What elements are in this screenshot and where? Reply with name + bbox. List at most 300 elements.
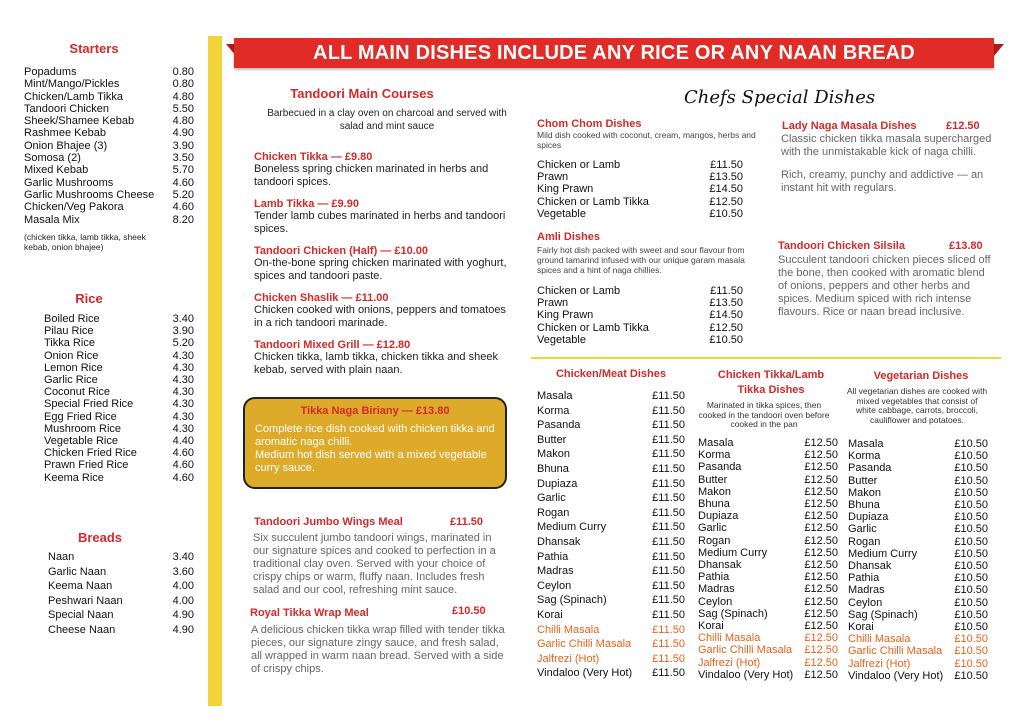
item-name: Chilli Masala bbox=[537, 623, 600, 636]
item-price: £10.50 bbox=[954, 511, 988, 524]
item-price: £10.50 bbox=[954, 474, 988, 487]
item-name: Medium Curry bbox=[537, 521, 607, 534]
item-name: Pasanda bbox=[848, 462, 892, 475]
curry-row bbox=[537, 593, 685, 608]
item-name: Garlic bbox=[848, 523, 877, 536]
item-name: Chicken or Lamb bbox=[537, 285, 621, 297]
item-price: £12.50 bbox=[709, 195, 743, 208]
item-name: Korma bbox=[537, 404, 570, 417]
item-price: £11.50 bbox=[710, 285, 743, 297]
item-name: Garlic Mushrooms bbox=[24, 176, 114, 189]
item-name: Prawn bbox=[537, 171, 569, 184]
curry-row bbox=[698, 474, 838, 486]
veg-list bbox=[848, 438, 988, 682]
silsila-name: Tandoori Chicken Silsila bbox=[778, 240, 905, 252]
item-price: 4.30 bbox=[172, 361, 194, 374]
curry-row bbox=[848, 609, 988, 621]
curry-row bbox=[537, 404, 685, 419]
rice-row bbox=[44, 398, 194, 410]
item-name: Makon bbox=[848, 486, 882, 499]
starter-row bbox=[24, 127, 194, 139]
item-price: £11.50 bbox=[652, 550, 685, 563]
item-name: Vindaloo (Very Hot) bbox=[848, 669, 944, 682]
dish-desc: Boneless spring chicken marinated in herbs and tandoori spices. bbox=[254, 163, 489, 188]
item-name: Ceylon bbox=[537, 579, 572, 592]
item-price: £11.50 bbox=[652, 419, 685, 432]
item-price: 4.30 bbox=[172, 374, 194, 387]
item-price: £14.50 bbox=[709, 309, 743, 322]
item-price: 5.20 bbox=[172, 337, 194, 350]
biriany-desc-2: Medium hot dish served with a mixed vegetable curry sauce. bbox=[255, 449, 487, 474]
curry-row bbox=[698, 608, 838, 620]
chomchom-name: Chom Chom Dishes bbox=[537, 118, 642, 130]
tandoori-dish bbox=[254, 292, 510, 330]
item-price: £11.50 bbox=[652, 608, 685, 621]
tikkalamb-title-2: Tikka Dishes bbox=[737, 384, 805, 396]
item-price: £12.50 bbox=[804, 534, 838, 547]
chickenmeat-title: Chicken/Meat Dishes bbox=[555, 368, 667, 380]
item-name: Lemon Rice bbox=[44, 361, 103, 374]
item-name: Jalfrezi (Hot) bbox=[698, 656, 761, 669]
item-price: 5.20 bbox=[172, 188, 194, 201]
item-price: £13.50 bbox=[709, 171, 743, 184]
item-price: £10.50 bbox=[954, 547, 988, 560]
item-name: Special Naan bbox=[48, 609, 114, 621]
item-price: 3.90 bbox=[172, 139, 194, 152]
rice-row bbox=[44, 313, 194, 325]
curry-row bbox=[848, 621, 988, 633]
item-price: 0.80 bbox=[172, 66, 194, 78]
item-price: £11.50 bbox=[652, 667, 685, 680]
item-name: Chicken/Veg Pakora bbox=[24, 201, 124, 214]
item-name: Rashmee Kebab bbox=[24, 127, 106, 140]
item-name: Vindaloo (Very Hot) bbox=[698, 668, 794, 681]
starters-list bbox=[24, 66, 194, 226]
curry-row bbox=[698, 620, 838, 632]
item-name: Medium Curry bbox=[848, 547, 918, 560]
item-price: £12.50 bbox=[804, 668, 838, 681]
item-name: King Prawn bbox=[537, 183, 594, 196]
item-price: 4.30 bbox=[172, 386, 194, 399]
dish-desc: Chicken tikka, lamb tikka, chicken tikka and sheek kebab, served with plain naan. bbox=[254, 351, 498, 376]
item-name: Garlic Mushrooms Cheese bbox=[24, 188, 155, 201]
item-name: Pathia bbox=[698, 571, 730, 584]
item-price: 4.60 bbox=[172, 447, 194, 460]
item-price: £12.50 bbox=[804, 656, 838, 669]
chomchom-list bbox=[537, 159, 743, 220]
starter-row bbox=[24, 66, 194, 78]
curry-row bbox=[537, 389, 685, 404]
curry-row bbox=[698, 571, 838, 583]
item-name: Masala bbox=[698, 437, 734, 449]
item-price: £10.50 bbox=[954, 535, 988, 548]
item-name: Madras bbox=[537, 565, 574, 578]
item-price: 4.60 bbox=[172, 176, 194, 189]
item-name: Prawn bbox=[537, 297, 569, 310]
item-name: Keema Naan bbox=[48, 580, 113, 592]
item-price: 3.40 bbox=[172, 551, 194, 563]
rice-row bbox=[44, 350, 194, 362]
item-name: Vegetable bbox=[537, 333, 586, 346]
item-price: £10.50 bbox=[954, 560, 988, 573]
item-price: £10.50 bbox=[954, 657, 988, 670]
curry-row bbox=[537, 433, 685, 448]
item-price: 4.30 bbox=[172, 422, 194, 435]
curry-row bbox=[698, 510, 838, 522]
item-price: £11.50 bbox=[652, 594, 685, 607]
item-price: £11.50 bbox=[652, 492, 685, 505]
section-divider bbox=[531, 357, 1001, 359]
item-name: Pasanda bbox=[698, 461, 742, 474]
item-name: Butter bbox=[698, 473, 728, 486]
item-price: 4.60 bbox=[172, 201, 194, 214]
item-price: 4.90 bbox=[172, 127, 194, 140]
dish-desc: Chicken cooked with onions, peppers and tomatoes in a rich tandoori marinade. bbox=[254, 304, 506, 329]
item-name: Pasanda bbox=[537, 419, 581, 432]
rice-row bbox=[44, 423, 194, 435]
tandoori-dishes bbox=[254, 151, 510, 386]
hot-curry-row bbox=[537, 623, 685, 638]
dish-name: Tandoori Mixed Grill — £12.80 bbox=[254, 339, 411, 351]
item-price: 3.40 bbox=[172, 313, 194, 325]
starter-row bbox=[24, 115, 194, 127]
item-price: £11.50 bbox=[652, 390, 685, 402]
breads-list bbox=[48, 550, 194, 637]
silsila-desc: Succulent tandoori chicken pieces sliced off the bone, then cooked with aromatic blend of onions, peppers and other herbs and spices. Medium spiced with rich intense flavours. Rice or naan bread inclusive. bbox=[778, 254, 991, 318]
item-price: £12.50 bbox=[804, 449, 838, 462]
rice-row bbox=[44, 411, 194, 423]
curry-row bbox=[537, 491, 685, 506]
item-name: Dupiaza bbox=[848, 511, 889, 524]
hot-curry-row bbox=[848, 645, 988, 657]
curry-row bbox=[698, 522, 838, 534]
item-name: Bhuna bbox=[537, 462, 569, 475]
item-name: Garlic Rice bbox=[44, 374, 98, 387]
item-price: £11.50 bbox=[652, 521, 685, 534]
item-price: 5.70 bbox=[172, 164, 194, 177]
item-price: £12.50 bbox=[804, 571, 838, 584]
curry-row bbox=[698, 547, 838, 559]
vindaloo-row bbox=[698, 669, 838, 681]
ladynaga-desc-1: Classic chicken tikka masala supercharged with the unmistakable kick of naga chilli. bbox=[781, 133, 992, 158]
item-name: Korai bbox=[848, 621, 874, 634]
tikkalamb-list bbox=[698, 437, 838, 681]
item-name: Pathia bbox=[848, 572, 880, 585]
tikkalamb-desc: Marinated in tikka spices, then cooked in the tandoori oven before cooked in the pan bbox=[698, 400, 830, 429]
item-name: King Prawn bbox=[537, 309, 594, 322]
starter-row bbox=[24, 78, 194, 90]
tikkalamb-title-1: Chicken Tikka/Lamb bbox=[717, 369, 825, 381]
wrap-desc: A delicious chicken tikka wrap filled with tender tikka pieces, our signature zingy sauce, and fresh salad, all wrapped in warm naan bread. Served with a side of crispy chips. bbox=[251, 624, 505, 675]
item-price: 3.50 bbox=[172, 152, 194, 165]
item-name: Coconut Rice bbox=[44, 386, 111, 399]
wrap-name: Royal Tikka Wrap Meal bbox=[250, 607, 369, 619]
item-price: £10.50 bbox=[954, 438, 988, 450]
item-name: Vegetable Rice bbox=[44, 435, 118, 448]
dish-name: Chicken Shaslik — £11.00 bbox=[254, 292, 389, 304]
item-price: £10.50 bbox=[954, 572, 988, 585]
item-name: Butter bbox=[848, 474, 878, 487]
item-name: Rogan bbox=[698, 534, 731, 547]
item-price: £11.50 bbox=[652, 448, 685, 461]
item-name: Dupiaza bbox=[537, 477, 578, 490]
chickenmeat-list bbox=[537, 389, 685, 681]
dish-desc: Tender lamb cubes marinated in herbs and tandoori spices. bbox=[254, 210, 506, 235]
item-price: £12.50 bbox=[804, 607, 838, 620]
curry-row bbox=[698, 461, 838, 473]
item-price: £12.50 bbox=[804, 559, 838, 572]
item-price: £11.50 bbox=[652, 623, 685, 636]
item-name: Butter bbox=[537, 433, 567, 446]
item-name: Popadums bbox=[24, 66, 77, 78]
item-price: £10.50 bbox=[709, 207, 743, 220]
curry-row bbox=[698, 449, 838, 461]
tandoori-dish bbox=[254, 245, 510, 283]
item-name: Garlic Chilli Masala bbox=[848, 645, 943, 658]
ladynaga-name: Lady Naga Masala Dishes bbox=[782, 120, 917, 132]
tandoori-intro: Barbecued in a clay oven on charcoal and served with salad and mint sauce bbox=[267, 108, 507, 132]
curry-row bbox=[848, 475, 988, 487]
bread-row bbox=[48, 608, 194, 623]
item-price: £12.50 bbox=[804, 522, 838, 535]
item-name: Pathia bbox=[537, 550, 569, 563]
item-name: Cheese Naan bbox=[48, 623, 116, 636]
item-name: Dhansak bbox=[698, 559, 742, 572]
starter-row bbox=[24, 103, 194, 115]
curry-row bbox=[848, 572, 988, 584]
curry-row bbox=[537, 462, 685, 477]
wrap-price: £10.50 bbox=[452, 605, 486, 617]
rice-list bbox=[44, 313, 194, 484]
curry-row bbox=[537, 535, 685, 550]
curry-row bbox=[848, 438, 988, 450]
item-price: £12.50 bbox=[804, 437, 838, 449]
biriany-desc-1: Complete rice dish cooked with chicken tikka and aromatic naga chilli. bbox=[255, 423, 495, 448]
item-name: Garlic Chilli Masala bbox=[537, 638, 632, 651]
chomchom-row bbox=[537, 159, 743, 171]
veg-title: Vegetarian Dishes bbox=[873, 370, 969, 382]
starter-row bbox=[24, 91, 194, 103]
curry-row bbox=[848, 462, 988, 474]
item-name: Chicken or Lamb bbox=[537, 159, 621, 171]
chomchom-desc: Mild dish cooked with coconut, cream, mangos, herbs and spices bbox=[537, 130, 756, 150]
item-name: Garlic bbox=[537, 492, 566, 505]
curry-row bbox=[537, 520, 685, 535]
starter-row bbox=[24, 201, 194, 213]
item-name: Dhansak bbox=[537, 535, 581, 548]
item-price: £12.50 bbox=[804, 473, 838, 486]
curry-row bbox=[848, 511, 988, 523]
item-price: £10.50 bbox=[954, 450, 988, 463]
item-name: Garlic Naan bbox=[48, 565, 107, 578]
bread-row bbox=[48, 594, 194, 609]
curry-row bbox=[848, 523, 988, 535]
curry-row bbox=[537, 608, 685, 623]
main-banner: ALL MAIN DISHES INCLUDE ANY RICE OR ANY NAAN BREAD bbox=[234, 38, 994, 68]
item-name: Onion Bhajee (3) bbox=[24, 139, 108, 152]
item-price: 8.20 bbox=[172, 213, 194, 226]
item-name: Bhuna bbox=[848, 499, 880, 512]
item-price: £11.50 bbox=[652, 477, 685, 490]
item-price: £12.50 bbox=[804, 632, 838, 645]
starters-note: (chicken tikka, lamb tikka, sheek kebab, onion bhajee) bbox=[24, 232, 146, 252]
amli-name: Amli Dishes bbox=[537, 231, 600, 243]
hot-curry-row bbox=[698, 632, 838, 644]
item-name: Chilli Masala bbox=[698, 632, 761, 645]
item-name: Masala Mix bbox=[24, 213, 80, 226]
curry-row bbox=[848, 597, 988, 609]
item-name: Tikka Rice bbox=[44, 337, 95, 350]
curry-row bbox=[537, 477, 685, 492]
item-price: 4.60 bbox=[172, 459, 194, 472]
veg-desc: All vegetarian dishes are cooked with mixed vegetables that consist of white cabbage, carrots, broccoli, cauliflower and potatoes. bbox=[846, 386, 988, 425]
starter-row bbox=[24, 214, 194, 226]
item-name: Korai bbox=[698, 620, 724, 633]
starter-row bbox=[24, 152, 194, 164]
item-price: £11.50 bbox=[652, 535, 685, 548]
item-price: 0.80 bbox=[172, 78, 194, 91]
item-name: Ceylon bbox=[698, 595, 733, 608]
item-name: Egg Fried Rice bbox=[44, 410, 117, 423]
item-price: 3.90 bbox=[172, 325, 194, 338]
item-price: £10.50 bbox=[954, 523, 988, 536]
starters-title: Starters bbox=[69, 41, 119, 56]
rice-row bbox=[44, 386, 194, 398]
item-price: £12.50 bbox=[804, 485, 838, 498]
item-name: Dhansak bbox=[848, 560, 892, 573]
starter-row bbox=[24, 189, 194, 201]
item-price: £14.50 bbox=[709, 183, 743, 196]
curry-row bbox=[537, 418, 685, 433]
item-price: 4.90 bbox=[172, 609, 194, 621]
chefs-title: Chefs Special Dishes bbox=[684, 87, 876, 108]
item-price: 4.00 bbox=[172, 580, 194, 592]
chomchom-row bbox=[537, 196, 743, 208]
tandoori-dish bbox=[254, 339, 510, 377]
starter-row bbox=[24, 177, 194, 189]
item-name: Vegetable bbox=[537, 207, 586, 220]
curry-row bbox=[848, 584, 988, 596]
item-name: Mint/Mango/Pickles bbox=[24, 78, 120, 91]
curry-row bbox=[698, 535, 838, 547]
item-name: Vindaloo (Very Hot) bbox=[537, 667, 633, 680]
item-price: 4.30 bbox=[172, 398, 194, 411]
item-name: Medium Curry bbox=[698, 546, 768, 559]
item-name: Prawn Fried Rice bbox=[44, 459, 129, 472]
item-price: £10.50 bbox=[954, 462, 988, 475]
item-name: Sag (Spinach) bbox=[537, 594, 607, 607]
item-name: Pilau Rice bbox=[44, 325, 94, 338]
rice-row bbox=[44, 472, 194, 484]
curry-row bbox=[698, 437, 838, 449]
item-name: Mushroom Rice bbox=[44, 422, 122, 435]
biriany-box bbox=[243, 397, 507, 489]
tandoori-title: Tandoori Main Courses bbox=[290, 86, 434, 101]
curry-row bbox=[537, 506, 685, 521]
breads-title: Breads bbox=[77, 530, 123, 545]
item-name: Chicken Fried Rice bbox=[44, 447, 137, 460]
banner-wing-right bbox=[994, 44, 1004, 56]
yellow-divider bbox=[208, 36, 222, 706]
item-price: £12.50 bbox=[804, 498, 838, 511]
hot-curry-row bbox=[698, 644, 838, 656]
item-name: Makon bbox=[537, 448, 571, 461]
item-name: Korma bbox=[698, 449, 731, 462]
item-price: 4.80 bbox=[172, 115, 194, 128]
item-price: £11.50 bbox=[652, 565, 685, 578]
curry-row bbox=[698, 486, 838, 498]
starter-row bbox=[24, 140, 194, 152]
item-price: £13.50 bbox=[709, 297, 743, 310]
item-price: £10.50 bbox=[709, 333, 743, 346]
item-price: £10.50 bbox=[954, 486, 988, 499]
wings-price: £11.50 bbox=[450, 516, 484, 528]
item-price: 4.00 bbox=[172, 594, 194, 607]
chomchom-row bbox=[537, 183, 743, 195]
item-name: Chicken or Lamb Tikka bbox=[537, 321, 649, 334]
bread-row bbox=[48, 565, 194, 580]
item-name: Dupiaza bbox=[698, 510, 739, 523]
item-price: 4.30 bbox=[172, 410, 194, 423]
curry-row bbox=[698, 583, 838, 595]
biriany-title: Tikka Naga Biriany — £13.80 bbox=[300, 405, 450, 417]
curry-row bbox=[848, 536, 988, 548]
item-name: Chicken/Lamb Tikka bbox=[24, 90, 124, 103]
item-price: £11.50 bbox=[652, 579, 685, 592]
item-price: 4.80 bbox=[172, 90, 194, 103]
item-price: £11.50 bbox=[652, 433, 685, 446]
hot-curry-row bbox=[537, 637, 685, 652]
item-price: £11.50 bbox=[652, 506, 685, 519]
item-name: Keema Rice bbox=[44, 471, 104, 484]
item-price: £11.50 bbox=[652, 404, 685, 417]
hot-curry-row bbox=[848, 658, 988, 670]
curry-row bbox=[537, 564, 685, 579]
item-price: £10.50 bbox=[954, 621, 988, 634]
amli-row bbox=[537, 297, 743, 309]
curry-row bbox=[848, 450, 988, 462]
item-price: 4.40 bbox=[172, 435, 194, 448]
amli-row bbox=[537, 334, 743, 346]
item-name: Mixed Kebab bbox=[24, 164, 89, 177]
amli-row bbox=[537, 322, 743, 334]
item-price: £12.50 bbox=[804, 583, 838, 596]
item-price: £10.50 bbox=[954, 584, 988, 597]
item-price: £12.50 bbox=[804, 644, 838, 657]
item-name: Korai bbox=[537, 608, 563, 621]
dish-name: Lamb Tikka — £9.90 bbox=[254, 198, 359, 210]
item-name: Chicken or Lamb Tikka bbox=[537, 195, 649, 208]
item-price: £12.50 bbox=[804, 461, 838, 474]
item-name: Rogan bbox=[848, 535, 881, 548]
item-name: Sheek/Shamee Kebab bbox=[24, 115, 135, 128]
item-name: Jalfrezi (Hot) bbox=[848, 657, 911, 670]
amli-row bbox=[537, 309, 743, 321]
amli-list bbox=[537, 285, 743, 346]
item-price: 4.90 bbox=[172, 623, 194, 636]
item-price: £11.50 bbox=[710, 159, 743, 171]
rice-row bbox=[44, 325, 194, 337]
item-name: Bhuna bbox=[698, 498, 730, 511]
item-name: Rogan bbox=[537, 506, 570, 519]
chomchom-row bbox=[537, 171, 743, 183]
item-price: £12.50 bbox=[709, 321, 743, 334]
item-name: Peshwari Naan bbox=[48, 594, 123, 607]
tandoori-dish bbox=[254, 198, 510, 236]
curry-row bbox=[848, 548, 988, 560]
item-name: Special Fried Rice bbox=[44, 398, 134, 411]
ladynaga-price: £12.50 bbox=[946, 120, 980, 132]
